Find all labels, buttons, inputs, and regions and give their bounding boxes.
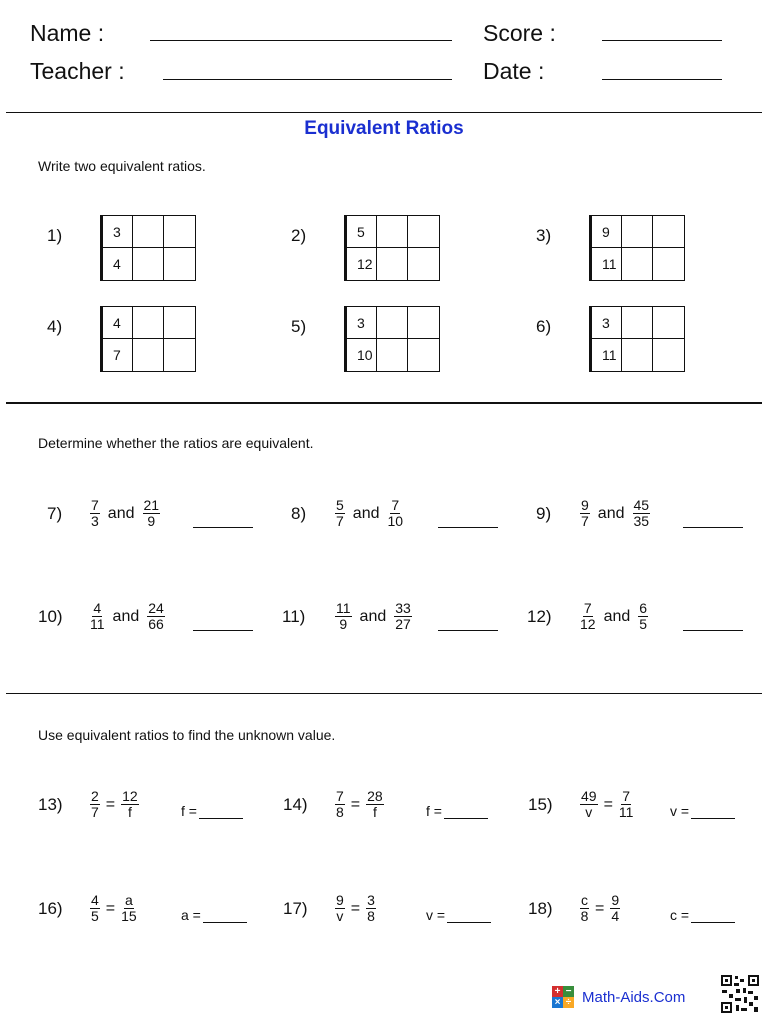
score-label: Score : — [483, 20, 556, 46]
name-field-line[interactable] — [150, 40, 452, 41]
problem-number: 15) — [528, 795, 553, 814]
ratio-table — [589, 215, 685, 281]
math-aids-logo[interactable] — [552, 986, 685, 1008]
unknown-answer[interactable] — [181, 803, 243, 819]
ratio-table-answer-cell[interactable] — [622, 339, 653, 371]
first-ratio — [335, 601, 352, 632]
ratio-table-answer-cell[interactable] — [377, 339, 408, 371]
denominator: 8 — [336, 804, 344, 820]
ratio-table-answer-cell[interactable] — [408, 307, 439, 339]
proportion — [335, 893, 376, 924]
ratio-table-given-top: 3 — [101, 216, 133, 248]
ratio-table-answer-cell[interactable] — [164, 307, 195, 339]
name-label: Name : — [30, 20, 105, 46]
ratio-table-answer-cell[interactable] — [653, 216, 684, 248]
unknown-ratio — [366, 893, 376, 924]
first-ratio — [90, 498, 100, 529]
ratio-table-given-bottom: 11 — [590, 248, 622, 280]
ratio-table-answer-cell[interactable] — [653, 307, 684, 339]
proportion — [90, 893, 137, 924]
and-word: and — [603, 607, 631, 625]
problem-number: 16) — [38, 899, 63, 918]
variable-label: v = — [426, 907, 446, 923]
and-word: and — [112, 607, 140, 625]
denominator: 35 — [633, 513, 650, 529]
logo-text: Math-Aids.Com — [582, 988, 686, 1006]
denominator: 9 — [339, 616, 348, 632]
problem-number: 11) — [282, 607, 306, 626]
answer-blank[interactable] — [683, 615, 743, 631]
unknown-answer[interactable] — [426, 803, 488, 819]
first-ratio — [335, 498, 345, 529]
first-ratio — [90, 601, 105, 632]
unknown-answer[interactable] — [670, 907, 735, 923]
second-ratio — [638, 601, 648, 632]
problem-number: 1) — [47, 226, 63, 245]
calculator-icon: + − × ÷ — [552, 986, 574, 1008]
section1-divider — [6, 402, 762, 404]
and-word: and — [597, 504, 625, 522]
ratio-table — [344, 306, 440, 372]
denominator: 66 — [148, 616, 164, 632]
first-ratio — [580, 498, 590, 529]
problem-number: 12) — [527, 607, 552, 626]
ratio-table-answer-cell[interactable] — [653, 339, 684, 371]
equals-sign: = — [350, 795, 361, 813]
unknown-ratio — [121, 893, 137, 924]
numerator: a — [125, 892, 133, 908]
section3-instruction: Use equivalent ratios to find the unknown value. — [38, 727, 336, 743]
unknown-answer[interactable] — [670, 803, 735, 819]
proportion — [580, 789, 633, 820]
denominator: f — [372, 804, 377, 820]
ratio-table-answer-cell[interactable] — [164, 248, 195, 280]
ratio-table-answer-cell[interactable] — [133, 307, 164, 339]
answer-blank[interactable] — [193, 512, 253, 528]
ratio-table-given-top: 9 — [590, 216, 622, 248]
problem-number: 8) — [291, 504, 307, 523]
ratio-table-given-bottom: 4 — [101, 248, 133, 280]
numerator: 12 — [122, 788, 138, 804]
numerator: c — [581, 892, 588, 908]
unknown-ratio — [366, 789, 384, 820]
denominator: f — [127, 804, 132, 820]
equals-sign: = — [105, 899, 116, 917]
ratio-table-answer-cell[interactable] — [408, 339, 439, 371]
teacher-field-line[interactable] — [163, 79, 452, 80]
ratio-table-given-top: 3 — [590, 307, 622, 339]
answer-blank[interactable] — [683, 512, 743, 528]
denominator: 3 — [91, 513, 99, 529]
first-ratio — [580, 601, 596, 632]
ratio-comparison — [580, 498, 650, 529]
second-ratio — [394, 601, 412, 632]
ratio-table-given-top: 4 — [101, 307, 133, 339]
numerator: 6 — [639, 600, 648, 616]
proportion — [335, 789, 384, 820]
variable-label: f = — [181, 803, 197, 819]
unknown-answer[interactable] — [181, 907, 247, 923]
ratio-table-answer-cell[interactable] — [377, 307, 408, 339]
qr-code-icon — [720, 974, 760, 1014]
ratio-comparison — [90, 601, 165, 632]
known-ratio — [90, 893, 100, 924]
unknown-ratio — [610, 893, 620, 924]
ratio-table-given-bottom: 7 — [101, 339, 133, 371]
numerator: 11 — [336, 600, 351, 616]
known-ratio — [90, 789, 100, 820]
ratio-table-answer-cell[interactable] — [133, 216, 164, 248]
numerator: 45 — [633, 497, 650, 513]
ratio-comparison — [335, 498, 403, 529]
ratio-table-answer-cell[interactable] — [377, 248, 408, 280]
ratio-table-answer-cell[interactable] — [622, 216, 653, 248]
section2-divider — [6, 693, 762, 694]
ratio-comparison — [90, 498, 160, 529]
known-ratio — [580, 893, 589, 924]
second-ratio — [633, 498, 651, 529]
denominator: v — [585, 804, 593, 820]
teacher-label: Teacher : — [30, 58, 125, 84]
date-label: Date : — [483, 58, 545, 84]
page-title: Equivalent Ratios — [304, 118, 464, 139]
problem-number: 7) — [47, 504, 63, 523]
problem-number: 9) — [536, 504, 552, 523]
problem-number: 17) — [283, 899, 308, 918]
numerator: 9 — [336, 892, 344, 908]
numerator: 28 — [367, 788, 383, 804]
answer-blank[interactable] — [438, 512, 498, 528]
section2-instruction: Determine whether the ratios are equivalent. — [38, 435, 314, 451]
ratio-table-answer-cell[interactable] — [408, 216, 439, 248]
denominator: 11 — [90, 616, 105, 632]
ratio-table-answer-cell[interactable] — [622, 248, 653, 280]
ratio-table-given-top: 5 — [345, 216, 377, 248]
ratio-comparison — [335, 601, 412, 632]
numerator: 7 — [91, 497, 99, 513]
problem-number: 13) — [38, 795, 63, 814]
answer-blank[interactable] — [193, 615, 253, 631]
numerator: 21 — [143, 497, 160, 513]
ratio-table-answer-cell[interactable] — [133, 248, 164, 280]
numerator: 7 — [336, 788, 344, 804]
known-ratio — [335, 789, 345, 820]
ratio-table-answer-cell[interactable] — [164, 339, 195, 371]
numerator: 24 — [148, 600, 164, 616]
numerator: 9 — [581, 497, 589, 513]
ratio-table — [100, 306, 196, 372]
ratio-table — [589, 306, 685, 372]
denominator: 5 — [639, 616, 648, 632]
score-field-line[interactable] — [602, 40, 722, 41]
denominator: 8 — [367, 908, 375, 924]
denominator: 12 — [580, 616, 596, 632]
ratio-table-given-bottom: 11 — [590, 339, 622, 371]
denominator: 5 — [91, 908, 99, 924]
denominator: 11 — [618, 804, 634, 820]
ratio-table-given-top: 3 — [345, 307, 377, 339]
numerator: 4 — [91, 892, 99, 908]
equals-sign: = — [350, 899, 361, 917]
known-ratio — [335, 893, 345, 924]
equals-sign: = — [595, 899, 605, 917]
ratio-table-given-bottom: 10 — [345, 339, 377, 371]
numerator: 49 — [581, 788, 597, 804]
denominator: 15 — [121, 908, 137, 924]
numerator: 5 — [336, 497, 344, 513]
problem-number: 6) — [536, 317, 552, 336]
ratio-table-answer-cell[interactable] — [622, 307, 653, 339]
denominator: 9 — [147, 513, 156, 529]
problem-number: 14) — [283, 795, 308, 814]
ratio-table — [344, 215, 440, 281]
ratio-table-given-bottom: 12 — [345, 248, 377, 280]
problem-number: 18) — [528, 899, 553, 918]
second-ratio — [147, 601, 165, 632]
unknown-answer[interactable] — [426, 907, 491, 923]
numerator: 3 — [367, 892, 375, 908]
and-word: and — [107, 504, 135, 522]
and-word: and — [359, 607, 387, 625]
section1-instruction: Write two equivalent ratios. — [38, 158, 206, 174]
unknown-ratio — [121, 789, 139, 820]
numerator: 33 — [395, 600, 411, 616]
known-ratio — [580, 789, 598, 820]
ratio-table-answer-cell[interactable] — [653, 248, 684, 280]
ratio-table-answer-cell[interactable] — [133, 339, 164, 371]
ratio-table-answer-cell[interactable] — [377, 216, 408, 248]
denominator: 27 — [395, 616, 411, 632]
numerator: 7 — [622, 788, 631, 804]
equals-sign: = — [603, 795, 613, 813]
denominator: 7 — [91, 804, 99, 820]
answer-blank[interactable] — [438, 615, 498, 631]
problem-number: 3) — [536, 226, 552, 245]
proportion — [580, 893, 620, 924]
and-word: and — [352, 504, 380, 522]
denominator: 7 — [581, 513, 589, 529]
problem-number: 10) — [38, 607, 63, 626]
problem-number: 4) — [47, 317, 63, 336]
denominator: 10 — [387, 513, 404, 529]
variable-label: c = — [670, 907, 690, 923]
date-field-line[interactable] — [602, 79, 722, 80]
problem-number: 5) — [291, 317, 307, 336]
denominator: 7 — [336, 513, 344, 529]
denominator: v — [336, 908, 344, 924]
numerator: 7 — [583, 600, 592, 616]
problem-number: 2) — [291, 226, 307, 245]
ratio-table-answer-cell[interactable] — [164, 216, 195, 248]
proportion — [90, 789, 139, 820]
second-ratio — [388, 498, 404, 529]
ratio-table — [100, 215, 196, 281]
denominator: 4 — [611, 908, 620, 924]
ratio-comparison — [580, 601, 648, 632]
equals-sign: = — [105, 795, 116, 813]
header-divider — [6, 112, 762, 113]
numerator: 9 — [611, 892, 620, 908]
variable-label: a = — [181, 907, 201, 923]
variable-label: f = — [426, 803, 442, 819]
numerator: 4 — [93, 600, 102, 616]
unknown-ratio — [619, 789, 634, 820]
numerator: 2 — [91, 788, 99, 804]
numerator: 7 — [391, 497, 400, 513]
denominator: 8 — [580, 908, 589, 924]
variable-label: v = — [670, 803, 690, 819]
ratio-table-answer-cell[interactable] — [408, 248, 439, 280]
second-ratio — [143, 498, 161, 529]
